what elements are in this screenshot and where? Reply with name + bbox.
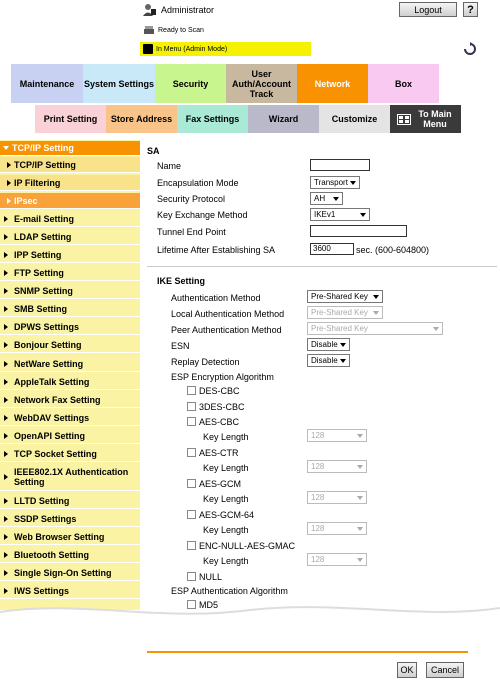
name-field[interactable] — [310, 159, 370, 171]
chevron-down-icon — [350, 181, 356, 185]
logout-button[interactable]: Logout — [399, 2, 457, 17]
aes-gcm-64-checkbox[interactable] — [187, 510, 196, 519]
lifetime-field[interactable]: 3600 — [310, 243, 354, 255]
aes-ctr-keylen-label: Key Length — [203, 463, 249, 473]
tunnel-label: Tunnel End Point — [157, 227, 226, 237]
sidebar-item-label: SMB Setting — [14, 303, 67, 314]
auth-select[interactable]: Pre-Shared Key — [307, 290, 383, 303]
aes-ctr-keylen-select[interactable]: 128 — [307, 460, 367, 473]
encap-label: Encapsulation Mode — [157, 178, 239, 188]
sidebar-item-label: TCP/IP Setting — [14, 159, 76, 170]
tab-maintenance[interactable]: Maintenance — [11, 64, 83, 103]
menu-grid-icon — [397, 114, 411, 125]
sidebar-item-label: SNMP Setting — [14, 285, 73, 296]
sa-title: SA — [147, 146, 160, 156]
tab-customize[interactable]: Customize — [319, 105, 390, 133]
ike-title: IKE Setting — [157, 276, 206, 286]
sidebar-item-label: SSDP Settings — [14, 513, 77, 524]
md5-label: MD5 — [199, 600, 219, 610]
esp-auth-label: ESP Authentication Algorithm — [171, 586, 288, 596]
tab-security[interactable]: Security — [155, 64, 226, 103]
peer-auth-select[interactable]: Pre-Shared Key — [307, 322, 443, 335]
sidebar-item-label: LDAP Setting — [14, 231, 72, 242]
sidebar-item[interactable] — [0, 283, 140, 299]
sidebar-item[interactable] — [0, 193, 140, 209]
tab-system-settings[interactable]: System Settings — [83, 64, 155, 103]
status-text: Ready to Scan — [158, 26, 204, 34]
footer-rule — [147, 651, 468, 653]
sidebar-item-label: FTP Setting — [14, 267, 64, 278]
sidebar-item[interactable] — [0, 319, 140, 335]
chevron-down-icon — [333, 197, 339, 201]
aes-cbc-label: AES-CBC — [199, 417, 240, 427]
esn-label: ESN — [171, 341, 190, 351]
enc-null-aes-gmac-checkbox[interactable] — [187, 541, 196, 550]
mode-text: In Menu (Admin Mode) — [156, 45, 228, 53]
sidebar-item-label: Bluetooth Setting — [14, 549, 89, 560]
des-cbc-checkbox[interactable] — [187, 386, 196, 395]
sidebar-item[interactable] — [0, 211, 140, 227]
null-checkbox[interactable] — [187, 572, 196, 581]
aes-cbc-keylen-select[interactable]: 128 — [307, 429, 367, 442]
chevron-down-icon — [357, 465, 363, 469]
enc-null-aes-gmac-keylen-label: Key Length — [203, 556, 249, 566]
sidebar-item[interactable] — [0, 229, 140, 245]
encap-select[interactable]: Transport — [310, 176, 360, 189]
lock-icon — [143, 44, 153, 54]
sidebar-item[interactable] — [0, 337, 140, 353]
aes-cbc-checkbox[interactable] — [187, 417, 196, 426]
sidebar-item[interactable] — [0, 175, 140, 191]
torn-edge — [0, 600, 500, 640]
kex-select[interactable]: IKEv1 — [310, 208, 370, 221]
peer-auth-label: Peer Authentication Method — [171, 325, 282, 335]
sidebar-item[interactable] — [0, 301, 140, 317]
sidebar-item[interactable] — [0, 356, 140, 372]
chevron-down-icon — [357, 496, 363, 500]
scanner-icon — [143, 24, 155, 36]
sidebar-item[interactable] — [0, 374, 140, 390]
mode-banner — [140, 42, 311, 56]
chevron-down-icon — [357, 527, 363, 531]
device-status — [143, 24, 204, 36]
sidebar-item-label: IWS Settings — [14, 585, 70, 596]
tab-store-address[interactable]: Store Address — [106, 105, 177, 133]
aes-gcm-label: AES-GCM — [199, 479, 242, 489]
sidebar-item[interactable] — [0, 265, 140, 281]
tunnel-field[interactable] — [310, 225, 407, 237]
null-label: NULL — [199, 572, 223, 582]
3des-cbc-checkbox[interactable] — [187, 402, 196, 411]
protocol-label: Security Protocol — [157, 194, 226, 204]
chevron-down-icon — [373, 295, 379, 299]
sidebar-item-label: DPWS Settings — [14, 321, 80, 332]
sidebar-item-label: IEEE802.1X Authentication Setting — [14, 467, 129, 487]
sidebar-item-label: IPP Setting — [14, 249, 62, 260]
sidebar-item-label: E-mail Setting — [14, 213, 75, 224]
aes-gcm-checkbox[interactable] — [187, 479, 196, 488]
aes-gcm-keylen-select[interactable]: 128 — [307, 491, 367, 504]
aes-ctr-checkbox[interactable] — [187, 448, 196, 457]
sidebar-item-label: TCP Socket Setting — [14, 448, 97, 459]
tab-fax-settings[interactable]: Fax Settings — [177, 105, 248, 133]
sidebar-item-label: Bonjour Setting — [14, 339, 82, 350]
aes-gcm-64-keylen-select[interactable]: 128 — [307, 522, 367, 535]
local-auth-label: Local Authentication Method — [171, 309, 285, 319]
user-indicator — [143, 3, 214, 17]
chevron-down-icon — [357, 434, 363, 438]
protocol-select[interactable]: AH — [310, 192, 343, 205]
divider — [147, 266, 497, 267]
3des-cbc-label: 3DES-CBC — [199, 402, 245, 412]
refresh-icon[interactable] — [463, 42, 477, 56]
user-icon — [143, 3, 157, 17]
user-name: Administrator — [161, 5, 215, 15]
tab-box[interactable]: Box — [368, 64, 439, 103]
tab-wizard[interactable]: Wizard — [248, 105, 319, 133]
sidebar-item-label: Network Fax Setting — [14, 394, 101, 405]
esp-enc-label: ESP Encryption Algorithm — [171, 372, 274, 382]
esn-select[interactable]: Disable — [307, 338, 350, 351]
tab-to-main-menu[interactable]: To Main Menu — [390, 105, 461, 133]
sidebar-item-label: Web Browser Setting — [14, 531, 105, 542]
lifetime-unit: sec. (600-604800) — [356, 245, 430, 255]
sidebar-item[interactable] — [0, 547, 140, 563]
sidebar-item-label: IP Filtering — [14, 177, 61, 188]
sidebar-item-label: LLTD Setting — [14, 495, 70, 506]
sidebar-item-label: AppleTalk Setting — [14, 376, 90, 387]
sidebar-item[interactable] — [0, 446, 140, 462]
sidebar-item-label: IPsec — [14, 195, 38, 206]
cancel-button[interactable]: Cancel — [426, 662, 464, 678]
sidebar-item-label: TCP/IP Setting — [12, 143, 74, 153]
sidebar-item-label: OpenAPI Setting — [14, 430, 86, 441]
chevron-down-icon — [433, 327, 439, 331]
sidebar-item[interactable] — [0, 392, 140, 408]
sidebar-item-label: Single Sign-On Setting — [14, 567, 112, 578]
tab-print-setting[interactable]: Print Setting — [35, 105, 106, 133]
aes-gcm-64-keylen-label: Key Length — [203, 525, 249, 535]
aes-cbc-keylen-label: Key Length — [203, 432, 249, 442]
ok-button[interactable]: OK — [397, 662, 417, 678]
sidebar-item[interactable] — [0, 529, 140, 545]
sidebar-item[interactable] — [0, 428, 140, 444]
sidebar-item[interactable] — [0, 583, 140, 599]
replay-label: Replay Detection — [171, 357, 240, 367]
aes-ctr-label: AES-CTR — [199, 448, 239, 458]
sidebar-item[interactable] — [0, 511, 140, 527]
sidebar-item[interactable] — [0, 410, 140, 426]
enc-null-aes-gmac-keylen-select[interactable]: 128 — [307, 553, 367, 566]
chevron-down-icon — [340, 359, 346, 363]
aes-gcm-64-label: AES-GCM-64 — [199, 510, 255, 520]
sidebar-item[interactable] — [0, 141, 140, 156]
aes-gcm-keylen-label: Key Length — [203, 494, 249, 504]
sidebar-item[interactable] — [0, 565, 140, 581]
chevron-down-icon — [373, 311, 379, 315]
sidebar-item[interactable] — [0, 464, 140, 491]
sidebar-item[interactable] — [0, 157, 140, 173]
tab-user-auth[interactable]: User Auth/Account Track — [226, 64, 297, 103]
lifetime-label: Lifetime After Establishing SA — [157, 245, 276, 255]
local-auth-select[interactable]: Pre-Shared Key — [307, 306, 383, 319]
enc-null-aes-gmac-label: ENC-NULL-AES-GMAC — [199, 541, 296, 551]
chevron-down-icon — [360, 213, 366, 217]
tab-network[interactable]: Network — [297, 64, 368, 103]
help-button[interactable]: ? — [463, 2, 478, 17]
chevron-down-icon — [357, 558, 363, 562]
kex-label: Key Exchange Method — [157, 210, 248, 220]
sidebar-item-label: NetWare Setting — [14, 358, 84, 369]
sidebar-item[interactable] — [0, 493, 140, 509]
chevron-down-icon — [340, 343, 346, 347]
sidebar-item-label: WebDAV Settings — [14, 412, 90, 423]
replay-select[interactable]: Disable — [307, 354, 350, 367]
auth-label: Authentication Method — [171, 293, 261, 303]
sidebar-item[interactable] — [0, 247, 140, 263]
des-cbc-label: DES-CBC — [199, 386, 240, 396]
md5-checkbox[interactable] — [187, 600, 196, 609]
name-label: Name — [157, 161, 182, 171]
